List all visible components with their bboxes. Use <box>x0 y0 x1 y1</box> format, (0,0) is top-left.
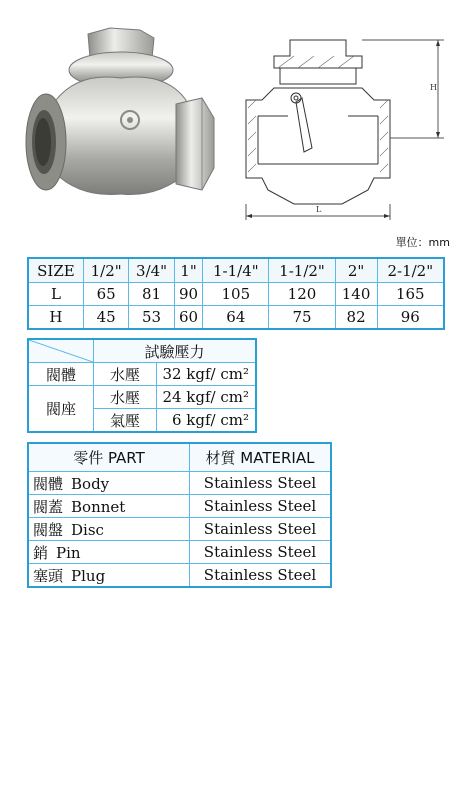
medium-cell: 氣壓 <box>94 409 157 433</box>
table-row <box>28 472 331 495</box>
material-cell: Stainless Steel <box>190 472 332 495</box>
table-cell: H <box>28 306 83 330</box>
table-cell: 64 <box>203 306 269 330</box>
material-cell: Stainless Steel <box>190 495 332 518</box>
part-name-cell <box>28 495 190 518</box>
table-row <box>28 518 331 541</box>
table-row <box>28 306 444 330</box>
table-row <box>28 541 331 564</box>
pressure-value: 32 kgf/ cm² <box>157 363 257 386</box>
diagonal-header-cell <box>28 339 94 363</box>
size-table <box>27 257 445 330</box>
valve-section-drawing <box>238 28 452 224</box>
part-name-zh: 塞頭 <box>33 566 64 585</box>
table-cell: 120 <box>269 283 335 306</box>
pressure-value: 6 kgf/ cm² <box>157 409 257 433</box>
parts-table <box>27 442 332 588</box>
valve-photo <box>18 22 218 217</box>
part-name-zh: 銷 <box>33 543 49 562</box>
diagonal-line <box>29 340 93 362</box>
material-cell: Stainless Steel <box>190 541 332 564</box>
table-row <box>28 564 331 588</box>
table-cell: 2-1/2" <box>377 258 444 283</box>
table-row <box>28 339 256 363</box>
part-name-en: Pin <box>56 543 81 562</box>
table-row <box>28 283 444 306</box>
table-cell: 1/2" <box>83 258 128 283</box>
part-name-cell <box>28 472 190 495</box>
table-cell: 75 <box>269 306 335 330</box>
table-row <box>28 443 331 472</box>
table-row <box>28 258 444 283</box>
table-cell: 96 <box>377 306 444 330</box>
table-cell: 3/4" <box>129 258 174 283</box>
pressure-title: 試驗壓力 <box>94 339 257 363</box>
table-cell: 105 <box>203 283 269 306</box>
material-header: 材質 MATERIAL <box>190 443 332 472</box>
unit-label: 單位：mm <box>395 236 450 249</box>
table-cell: 1-1/2" <box>269 258 335 283</box>
material-cell: Stainless Steel <box>190 564 332 588</box>
part-name-zh: 閥蓋 <box>33 497 64 516</box>
part-name-en: Disc <box>71 520 104 539</box>
table-cell: 45 <box>83 306 128 330</box>
table-cell: L <box>28 283 83 306</box>
part-name-en: Bonnet <box>71 497 126 516</box>
part-name-cell <box>28 564 190 588</box>
material-cell: Stainless Steel <box>190 518 332 541</box>
table-cell: 1" <box>174 258 202 283</box>
table-cell: 60 <box>174 306 202 330</box>
part-name-zh: 閥盤 <box>33 520 64 539</box>
pressure-table <box>27 338 257 433</box>
part-header: 零件 PART <box>28 443 190 472</box>
medium-cell: 水壓 <box>94 363 157 386</box>
part-name-cell <box>28 541 190 564</box>
table-cell: 140 <box>335 283 377 306</box>
table-cell: 1-1/4" <box>203 258 269 283</box>
pressure-value: 24 kgf/ cm² <box>157 386 257 409</box>
table-cell: 165 <box>377 283 444 306</box>
dimension-l-label: L <box>316 205 322 214</box>
seat-label: 閥座 <box>28 386 94 433</box>
table-row <box>28 495 331 518</box>
table-row <box>28 363 256 386</box>
table-cell: 82 <box>335 306 377 330</box>
part-name-en: Plug <box>71 566 106 585</box>
part-name-cell <box>28 518 190 541</box>
body-label: 閥體 <box>28 363 94 386</box>
table-cell: 2" <box>335 258 377 283</box>
table-row <box>28 386 256 409</box>
part-name-zh: 閥體 <box>33 474 64 493</box>
table-cell: 65 <box>83 283 128 306</box>
medium-cell: 水壓 <box>94 386 157 409</box>
table-cell: 90 <box>174 283 202 306</box>
table-cell: 81 <box>129 283 174 306</box>
part-name-en: Body <box>71 474 110 493</box>
dimension-h-label: H <box>430 83 437 92</box>
table-cell: 53 <box>129 306 174 330</box>
table-cell: SIZE <box>28 258 83 283</box>
